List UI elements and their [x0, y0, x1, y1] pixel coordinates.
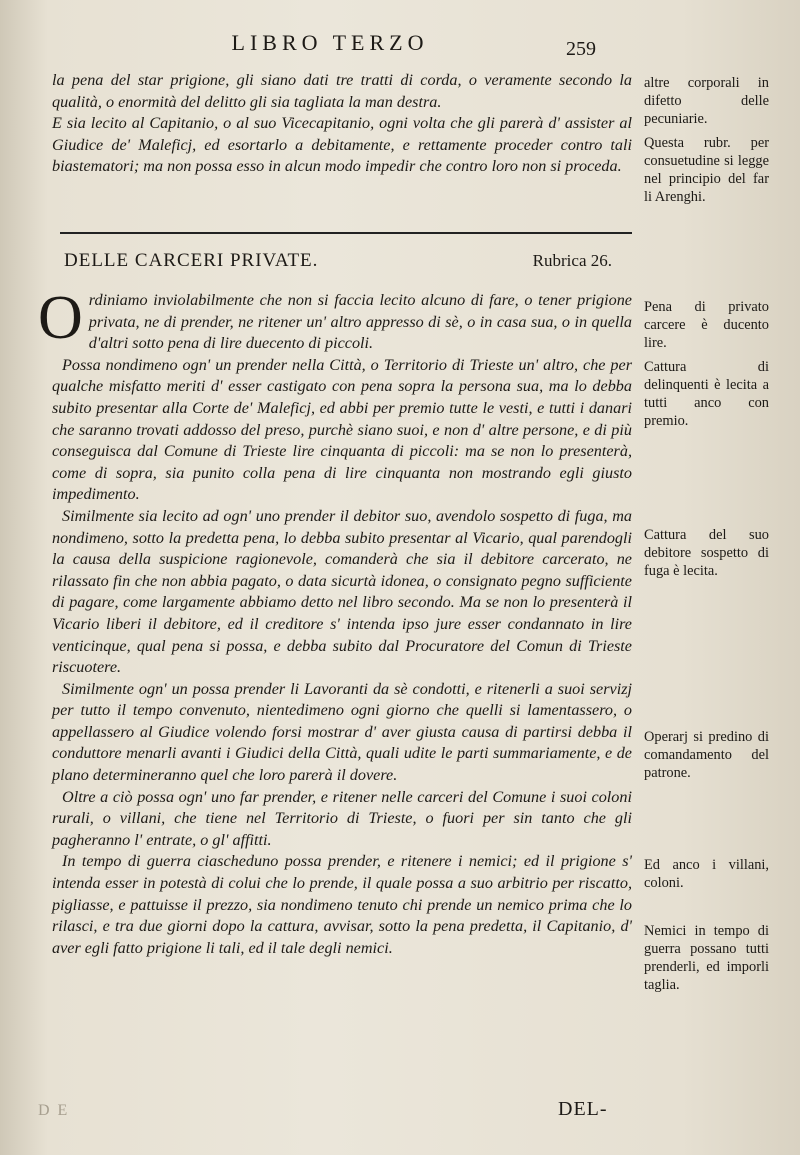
- page-number: 259: [566, 38, 596, 60]
- paragraph: Similmente sia lecito ad ogn' uno prender il debitor suo, avendolo sospetto di fuga, ma nondimeno, sotto la predetta pena, lo debba subito presentar al Vicario, qual parendogli la causa della suspicione ragionevole, comanderà che sia il debitore carcerato, ne rilassato fin che non abbia pagato, o data sicurtà idonea, o consignato pegno sufficiente di pagare, come largamente abbiamo detto nel libro secondo. Ma se non lo presenterà il Vicario liberi il debitore, ed il creditore s' intenda ipso jure esser condannato in lire venticinque, qual pena si possa, e debba subito dal Procuratore del Comun di Trieste riscuotere.: [52, 506, 632, 677]
- running-title: LIBRO TERZO: [231, 30, 429, 55]
- margin-note: Ed anco i villani, coloni.: [644, 857, 769, 891]
- top-margin-notes: [644, 74, 769, 212]
- rubric-title: DELLE CARCERI PRIVATE.: [64, 250, 319, 271]
- top-paragraph: la pena del star prigione, gli siano dati tre tratti di corda, o veramente secondo la qualità, o enormità del delitto gli sia tagliata la man destra.: [52, 71, 632, 111]
- drop-cap: O: [38, 284, 83, 352]
- top-text-block: [52, 70, 632, 178]
- margin-note: Nemici in tempo di guerra possano tutti prenderli, ed imporli taglia.: [644, 923, 769, 993]
- margin-note: Cattura di delinquenti è lecita a tutti anco con premio.: [644, 359, 769, 429]
- margin-note: Questa rubr. per consuetudine si legge nel principio del far li Arenghi.: [644, 135, 769, 205]
- top-paragraph: E sia lecito al Capitanio, o al suo Vicecapitanio, ogni volta che gli parerà d' assister al Giudice de' Maleficj, ed esortarlo a debitamente, e rettamente proceder contro tali biastematori; ma non possa esso in alcun modo impedir che contro loro non si proceda.: [52, 114, 632, 176]
- bleed-through-text: D E: [38, 1102, 70, 1119]
- paragraph: Possa nondimeno ogn' un prender nella Città, o Territorio di Trieste un' altro, che per qualche misfatto meriti d' esser castigato con pena sopra la persona sua, ma lo debba subito presentar alla Corte de' Maleficj, ed abbi per premio tutte le vesti, e tutti i danari che saranno trovati addosso del preso, purchè siano suoi, e non d' altre persone, e di più conseguisca dal Comune di Trieste lire cinquanta di piccoli: ma se non lo presenterà, come di sopra, sia punito colla pena di lire cinquanta non mostrando egli giusto impedimento.: [52, 355, 632, 504]
- margin-note: altre corporali in difetto delle pecuniarie.: [644, 75, 769, 127]
- paragraph: Similmente ogn' un possa prender li Lavoranti da sè condotti, e ritenerli a suoi servizj per tutto il tempo convenuto, nientedimeno ogni giorno che quelli si lamentassero, o appellassero al Giudice volendo forsi mostrar d' aver giusta causa di partirsi debba il conduttore menarli avanti i Giudici della Città, quali udite le parti summariamente, e de plano determineranno quel che loro parerà il dovere.: [52, 679, 632, 785]
- margin-note: Pena di privato carcere è ducento lire.: [644, 299, 769, 351]
- section-divider: [60, 232, 632, 234]
- rubric-heading: [64, 250, 634, 272]
- paragraph: In tempo di guerra ciascheduno possa prender, e ritenere i nemici; ed il prigione s' intenda esser in potestà di colui che lo prende, il quale possa a suo arbitrio per riscatto, pigliasse, e pattuisse il prezzo, sia nondimeno tenuto chi prende un nemico prima che lo rilasci, e tra due giorni dopo la cattura, avvisar, sotto la pena predetta, il Capitanio, d' aver egli fatto prigione li tali, ed il tale degli nemici.: [52, 852, 632, 957]
- main-text-block: [38, 284, 632, 959]
- paragraph: Oltre a ciò possa ogn' uno far prender, e ritener nelle carceri del Comune i suoi coloni rurali, o villani, che tiene nel Territorio di Trieste, o fuori per sin tanto che gli pagheranno l' entrate, o gl' affitti.: [52, 787, 632, 849]
- rubric-number: Rubrica 26.: [532, 251, 612, 270]
- margin-note: Operarj si predino di comandamento del patrone.: [644, 729, 769, 781]
- margin-note: Cattura del suo debitore sospetto di fuga è lecita.: [644, 527, 769, 579]
- first-paragraph: rdiniamo inviolabilmente che non si faccia lecito alcuno di fare, o tener prigione privata, ne di prender, ne ritener un' altro appresso di sè, o in casa sua, o in quella d'altri sotto pena di lire duecento di piccoli.: [88, 291, 632, 353]
- catchword: DEL-: [558, 1098, 608, 1120]
